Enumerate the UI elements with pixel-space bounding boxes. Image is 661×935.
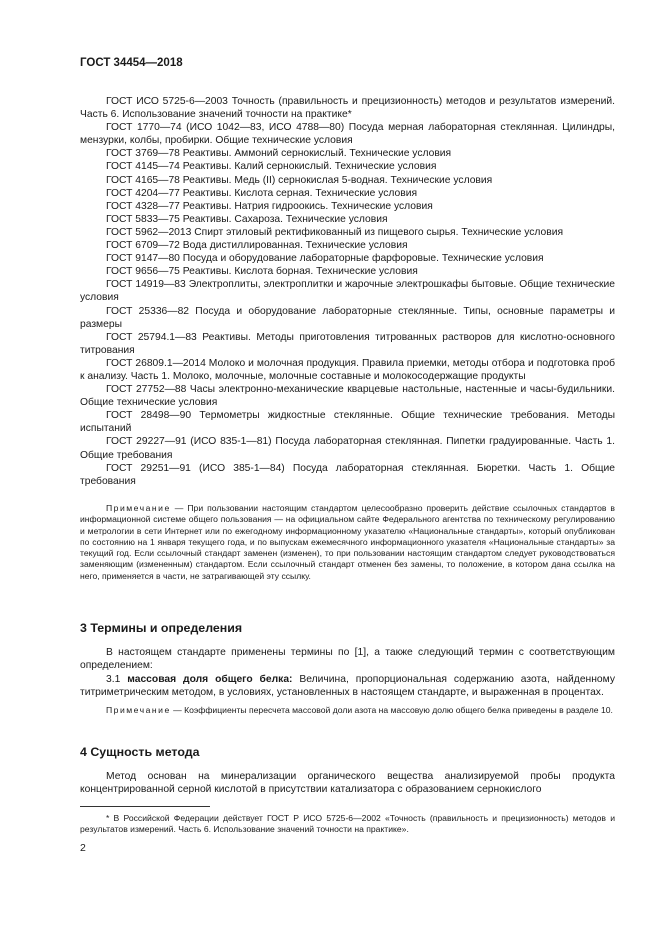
reference-item: ГОСТ 26809.1—2014 Молоко и молочная продукция. Правила приемки, методы отбора и подготовка проб к анализу. Часть 1. Молоко, молочные, молочные составные и молокосодержащие продукты [80, 357, 615, 382]
reference-item: ГОСТ 5833—75 Реактивы. Сахароза. Технические условия [106, 213, 388, 225]
footnote-separator [80, 806, 210, 807]
reference-item: ГОСТ 14919—83 Электроплиты, электроплитки и жарочные электрошкафы бытовые. Общие технические условия [80, 279, 615, 304]
reference-item: ГОСТ 9147—80 Посуда и оборудование лабораторные фарфоровые. Технические условия [106, 253, 544, 265]
reference-item: ГОСТ 4204—77 Реактивы. Кислота серная. Технические условия [106, 187, 418, 199]
reference-item: ГОСТ 4145—74 Реактивы. Калий сернокислый. Технические условия [106, 161, 437, 173]
section-3-note [80, 705, 615, 716]
reference-item: ГОСТ 4328—77 Реактивы. Натрия гидроокись. Технические условия [106, 200, 433, 212]
reference-item: ГОСТ 9656—75 Реактивы. Кислота борная. Технические условия [106, 266, 418, 278]
reference-item: ГОСТ 6709—72 Вода дистиллированная. Технические условия [106, 240, 408, 252]
footnote: * В Российской Федерации действует ГОСТ Р ИСО 5725-6—2002 «Точность (правильность и прецизионность) методов и результатов измерений. Часть 6. Использование значений точности на практике». [80, 813, 615, 835]
reference-item: ГОСТ 27752—88 Часы электронно-механические кварцевые настольные, настенные и часы-будильники. Общие технические условия [80, 384, 615, 409]
note-label: Примечание [106, 503, 171, 513]
reference-item: ГОСТ 1770—74 (ИСО 1042—83, ИСО 4788—80) Посуда мерная лабораторная стеклянная. Цилиндры, мензурки, колбы, пробирки. Общие технические условия [80, 122, 615, 147]
section-4-heading: 4 Сущность метода [80, 745, 200, 759]
reference-item: ГОСТ 3769—78 Реактивы. Аммоний сернокислый. Технические условия [106, 148, 452, 160]
reference-item: ГОСТ 29251—91 (ИСО 385-1—84) Посуда лабораторная стеклянная. Бюретки. Часть 1. Общие требования [80, 462, 615, 487]
document-header: ГОСТ 34454—2018 [80, 57, 183, 69]
reference-item: ГОСТ 25794.1—83 Реактивы. Методы приготовления титрованных растворов для кислотно-основного титрования [80, 331, 615, 356]
note-text: — Коэффициенты пересчета массовой доли азота на массовую долю общего белка приведены в разделе 10. [170, 705, 613, 715]
term-name: массовая доля общего белка: [127, 674, 293, 685]
reference-item: ГОСТ ИСО 5725-6—2003 Точность (правильность и прецизионность) методов и результатов измерений. Часть 6. Использование значений точности на практике* [80, 96, 615, 121]
section-3-intro: В настоящем стандарте применены термины по [1], а также следующий термин с соответствующим определением: [80, 647, 615, 672]
term-number: 3.1 [106, 674, 128, 685]
section-4-text: Метод основан на минерализации органического вещества анализируемой пробы продукта концентрированной серной кислотой в присутствии катализатора с образованием сернокислого [80, 771, 615, 796]
reference-item: ГОСТ 5962—2013 Спирт этиловый ректификованный из пищевого сырья. Технические условия [106, 226, 564, 238]
reference-item: ГОСТ 29227—91 (ИСО 835-1—81) Посуда лабораторная стеклянная. Пипетки градуированные. Часть 1. Общие требования [80, 436, 615, 461]
reference-item: ГОСТ 4165—78 Реактивы. Медь (II) сернокислая 5-водная. Технические условия [106, 174, 493, 186]
note-label: Примечание [106, 705, 171, 715]
references-list [80, 95, 615, 488]
term-text: Величина, пропорциональная содержанию азота, найденному титриметрическим методом, в условиях, установленных в настоящем стандарте, и выраженная в процентах. [80, 674, 615, 699]
reference-item: ГОСТ 25336—82 Посуда и оборудование лабораторные стеклянные. Типы, основные параметры и размеры [80, 305, 615, 330]
references-note [80, 503, 615, 582]
page-number: 2 [80, 842, 86, 854]
reference-item: ГОСТ 28498—90 Термометры жидкостные стеклянные. Общие технические требования. Методы испытаний [80, 410, 615, 435]
section-3-heading: 3 Термины и определения [80, 621, 243, 635]
note-text: — При пользовании настоящим стандартом целесообразно проверить действие ссылочных стандартов в информационной системе общего пользования — на официальном сайте Федерального агентства по техническому регулированию и метрологии в сети Интернет или по ежегодному информационному указателю «Национальные стандарты», который опубликован по состоянию на 1 января текущего года, и по выпускам ежемесячного информационного указателя «Национальные стандарты» за текущий год. Если ссылочный стандарт заменен (изменен), то при пользовании настоящим стандартом следует руководствоваться заменяющим (измененным) стандартом. Если ссылочный стандарт отменен без замены, то положение, в котором дана ссылка на него, применяется в части, не затрагивающей эту ссылку. [80, 503, 615, 581]
term-definition [80, 673, 615, 699]
